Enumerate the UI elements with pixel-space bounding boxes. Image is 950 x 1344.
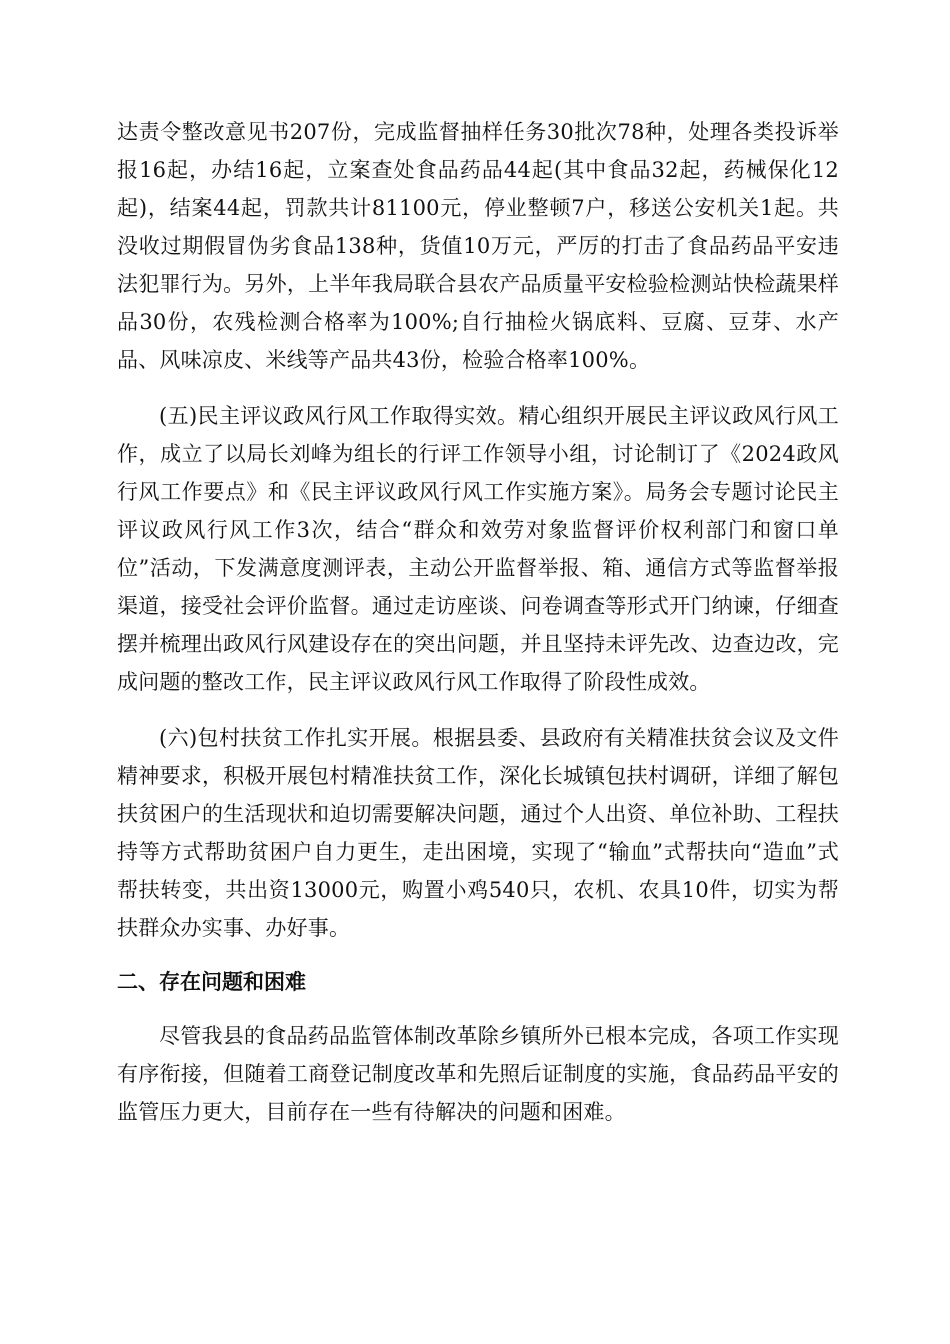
- paragraph-spacer: [117, 701, 839, 719]
- paragraph-problems: 尽管我县的食品药品监管体制改革除乡镇所外已根本完成，各项工作实现有序衔接，但随着工商登记制度改革和先照后证制度的实施，食品药品平安的监管压力更大，目前存在一些有待解决的问题和困难。: [117, 1024, 839, 1124]
- paragraph-section-5: (五)民主评议政风行风工作取得实效。精心组织开展民主评议政风行风工作，成立了以局长刘峰为组长的行评工作领导小组，讨论制订了《2024政风行风工作要点》和《民主评议政风行风工作实施方案》。局务会专题讨论民主评议政风行风工作3次，结合“群众和效劳对象监督评价权利部门和窗口单位”活动，下发满意度测评表，主动公开监督举报、箱、通信方式等监督举报渠道，接受社会评价监督。通过走访座谈、问卷调查等形式开门纳谏，仔细查摆并梳理出政风行风建设存在的突出问题，并且坚持未评先改、边查边改，完成问题的整改工作，民主评议政风行风工作取得了阶段性成效。: [117, 404, 839, 694]
- paragraph-spacer: [117, 947, 839, 963]
- document-body: [117, 113, 839, 1131]
- section-heading-problems: 二、存在问题和困难: [117, 970, 306, 994]
- paragraph-continuation: 达责令整改意见书207份，完成监督抽样任务30批次78种，处理各类投诉举报16起，办结16起，立案查处食品药品44起(其中食品32起，药械保化12起)，结案44起，罚款共计81100元，停业整顿7户，移送公安机关1起。共没收过期假冒伪劣食品138种，货值10万元，严厉的打击了食品药品平安违法犯罪行为。另外，上半年我局联合县农产品质量平安检验检测站快检蔬果样品30份，农残检测合格率为100%;自行抽检火锅底料、豆腐、豆芽、水产品、风味凉皮、米线等产品共43份，检验合格率100%。: [117, 120, 839, 372]
- paragraph-spacer: [117, 1001, 839, 1017]
- paragraph-spacer: [117, 379, 839, 397]
- paragraph-section-6: (六)包村扶贫工作扎实开展。根据县委、县政府有关精准扶贫会议及文件精神要求，积极开展包村精准扶贫工作，深化长城镇包扶村调研，详细了解包扶贫困户的生活现状和迫切需要解决问题，通过个人出资、单位补助、工程扶持等方式帮助贫困户自力更生，走出困境，实现了“输血”式帮扶向“造血”式帮扶转变，共出资13000元，购置小鸡540只，农机、农具10件，切实为帮扶群众办实事、办好事。: [117, 726, 839, 940]
